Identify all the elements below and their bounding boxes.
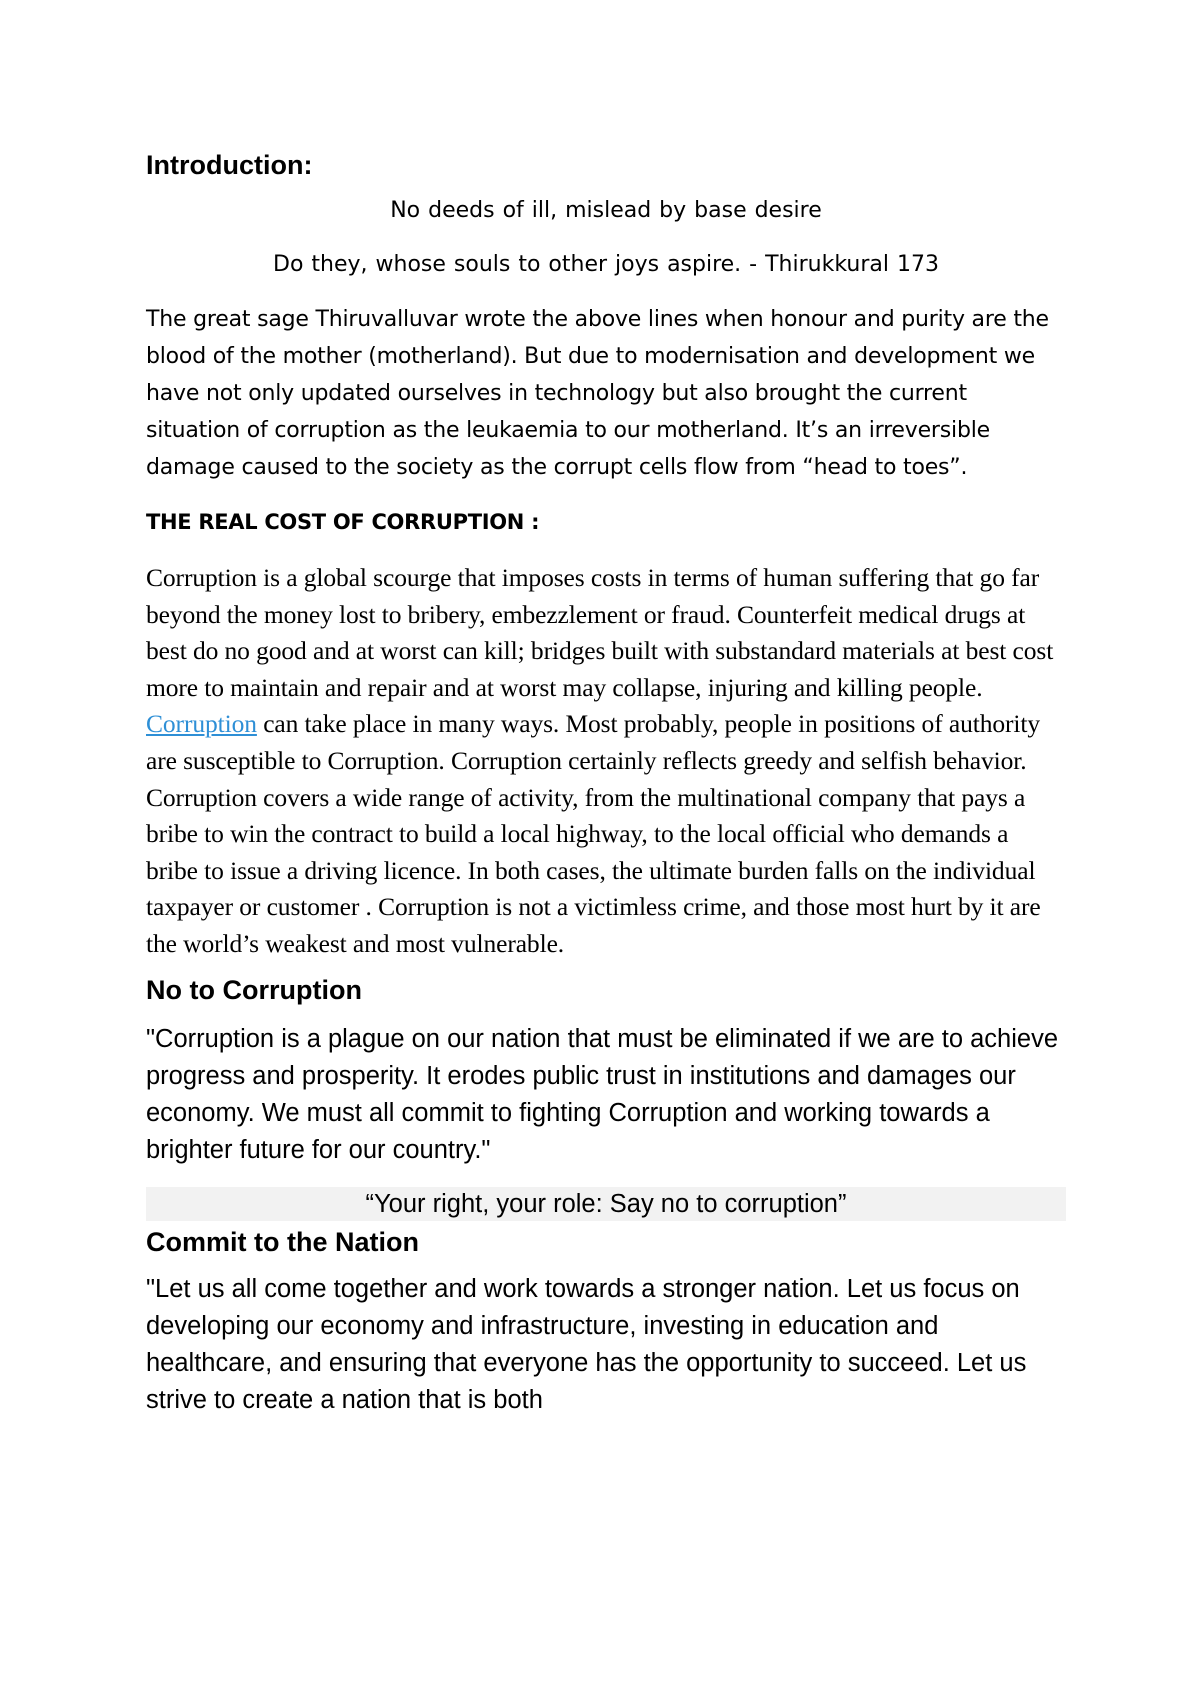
slogan-banner: “Your right, your role: Say no to corruption”: [146, 1187, 1066, 1221]
real-cost-heading: THE REAL COST OF CORRUPTION :: [146, 510, 540, 534]
introduction-heading: Introduction:: [146, 150, 313, 180]
real-cost-paragraph: [146, 560, 1066, 963]
verse-line-1: No deeds of ill, mislead by base desire: [390, 198, 822, 223]
no-to-corruption-heading: No to Corruption: [146, 974, 362, 1005]
commit-to-nation-quote: "Let us all come together and work towards a stronger nation. Let us focus on developing our economy and infrastructure, investing in education and healthcare, and ensuring that everyone has the opportunity to succeed. Let us strive to create a nation that is both: [146, 1274, 1027, 1414]
real-cost-text-after-link: can take place in many ways. Most probably, people in positions of authority are susceptible to Corruption. Corruption certainly reflects greedy and selfish behavior. Corruption covers a wide range of activity, from the multinational company that pays a bribe to win the contract to build a local highway, to the local official who demands a bribe to issue a driving licence. In both cases, the ultimate burden falls on the individual taxpayer or customer . Corruption is not a victimless crime, and those most hurt by it are the world’s weakest and most vulnerable.: [146, 709, 1041, 958]
document-page: [146, 146, 1066, 1437]
corruption-link[interactable]: Corruption: [146, 709, 257, 739]
verse-line-2: Do they, whose souls to other joys aspire. - Thirukkural 173: [273, 252, 939, 277]
no-to-corruption-quote: "Corruption is a plague on our nation that must be eliminated if we are to achieve progress and prosperity. It erodes public trust in institutions and damages our economy. We must all commit to fighting Corruption and working towards a brighter future for our country.": [146, 1024, 1058, 1164]
real-cost-text-before-link: Corruption is a global scourge that imposes costs in terms of human suffering that go far beyond the money lost to bribery, embezzlement or fraud. Counterfeit medical drugs at best do no good and at worst can kill; bridges built with substandard materials at best cost more to maintain and repair and at worst may collapse, injuring and killing people.: [146, 563, 1054, 702]
commit-to-nation-heading: Commit to the Nation: [146, 1226, 419, 1257]
introduction-paragraph: The great sage Thiruvalluvar wrote the above lines when honour and purity are the blood of the mother (motherland). But due to modernisation and development we have not only updated ourselves in technology but also brought the current situation of corruption as the leukaemia to our motherland. It’s an irreversible damage caused to the society as the corrupt cells flow from “head to toes”.: [146, 307, 1049, 480]
